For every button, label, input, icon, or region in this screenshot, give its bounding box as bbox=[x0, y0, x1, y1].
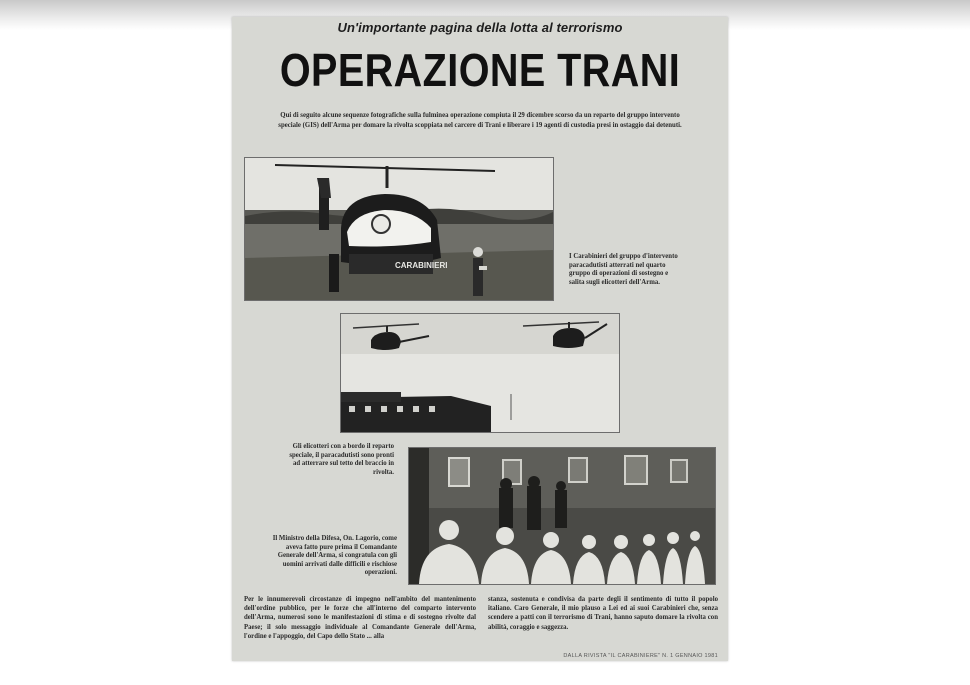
newspaper-page bbox=[232, 17, 728, 661]
page-kicker: Un'importante pagina della lotta al terrorismo bbox=[337, 20, 623, 35]
caption-helicopter-landed: I Carabinieri del gruppo d'intervento paracadutisti atterrati nel quarto gruppo di operazioni di sostegno e salita sugli elicotteri dell'Arma. bbox=[569, 253, 678, 286]
caption-helicopters-flying: Gli elicotteri con a bordo il reparto speciale, il paracadutisti sono pronti ad atterrare sul tetto del braccio in rivolta. bbox=[289, 443, 394, 476]
caption-ministry: Il Ministro della Difesa, On. Lagorio, come aveva fatto pure prima il Comandante Generale dell'Arma, si congratula con gli uomini arrivati dalle difficili e rischiose operazioni. bbox=[272, 535, 397, 577]
source-footer: DALLA RIVISTA "IL CARABINIERE" N. 1 GENNAIO 1981 bbox=[563, 653, 718, 659]
ministry-ceremony-photo bbox=[408, 447, 716, 585]
page-title: OPERAZIONE TRANI bbox=[279, 44, 681, 96]
body-column-left: Per le innumerevoli circostanze di impegno nell'ambito del mantenimento dell'ordine pubblico, per le forze che all'interno del comparto intervento dell'Arma, numerosi sono le manifestazioni di stima e di sostegno rivolte dal Paese; il solo messaggio individuale al Comandante Generale dell'Arma, l'ordine e l'appoggio, del Capo dello Stato ... alla bbox=[244, 596, 476, 640]
helicopters-flying-photo bbox=[340, 313, 620, 433]
carabinieri-lettering: CARABINIERI bbox=[395, 261, 448, 270]
lead-paragraph: Qui di seguito alcune sequenze fotografiche sulla fulminea operazione compiuta il 29 dicembre scorso da un reparto del gruppo intervento speciale (GIS) dell'Arma per domare la rivolta scoppiata nel carcere di Trani e liberare i 19 agenti di custodia presi in ostaggio dai detenuti. bbox=[278, 112, 682, 129]
helicopter-landed-photo bbox=[244, 157, 554, 301]
body-column-right: stanza, sostenuta e condivisa da parte degli il sentimento di tutto il popolo italiano. Caro Generale, il mio plauso a Lei ed ai suoi Carabinieri che, senza scendere a patti con il terrorismo di Trani, hanno saputo domare la rivolta con abilità, coraggio e saggezza. bbox=[488, 596, 718, 631]
